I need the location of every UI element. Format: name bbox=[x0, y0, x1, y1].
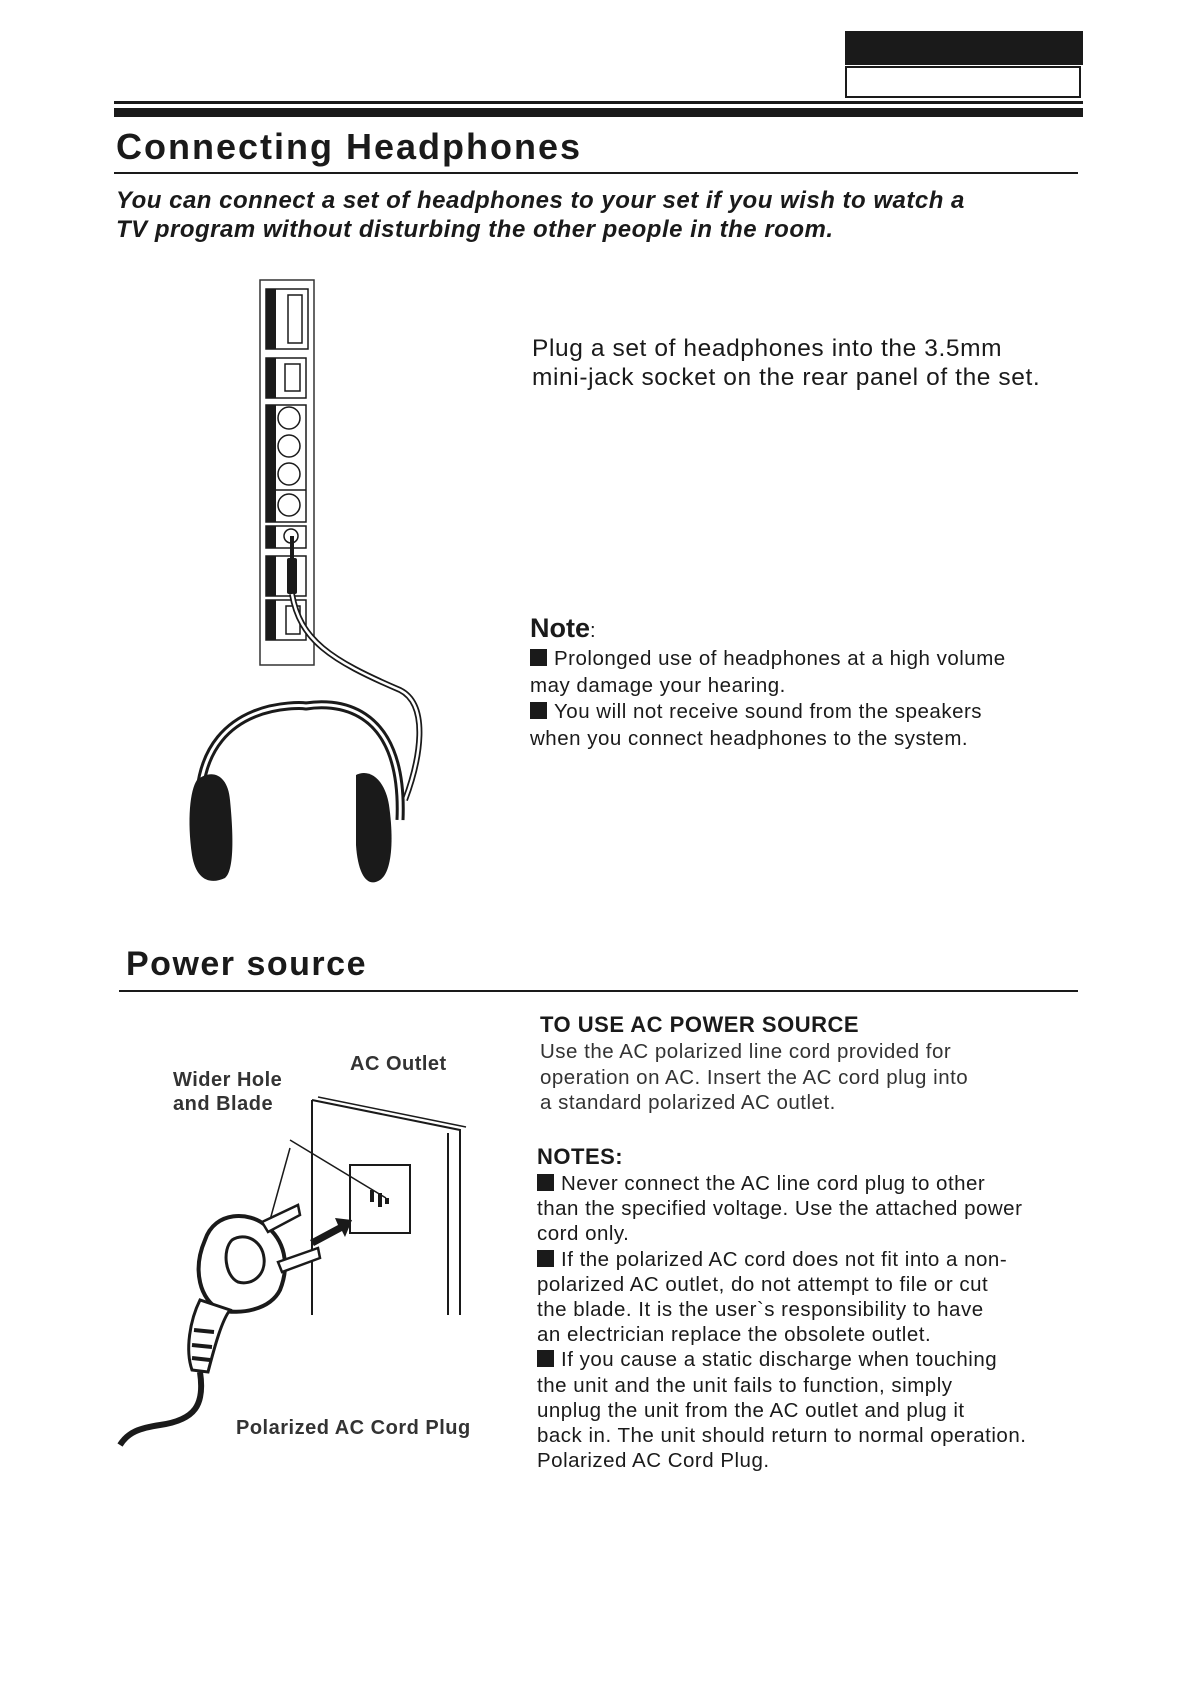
intro-line: TV program without disturbing the other people in the room. bbox=[116, 216, 834, 243]
ac-line: operation on AC. Insert the AC cord plug into bbox=[540, 1065, 969, 1089]
label-cord-plug: Polarized AC Cord Plug bbox=[236, 1417, 471, 1439]
note-title-colon: : bbox=[590, 620, 596, 642]
notes-text: than the specified voltage. Use the attached power bbox=[537, 1197, 1023, 1221]
notes-text: the unit and the unit fails to function, simply bbox=[537, 1373, 953, 1397]
ac-plug-illustration bbox=[120, 1205, 320, 1445]
label-wider-line: and Blade bbox=[173, 1093, 274, 1115]
note-text: may damage your hearing. bbox=[530, 673, 786, 697]
notes-text: polarized AC outlet, do not attempt to file or cut bbox=[537, 1272, 989, 1296]
label-ac-outlet: AC Outlet bbox=[350, 1053, 447, 1075]
section-title-headphones: Connecting Headphones bbox=[116, 126, 583, 167]
note-text: Prolonged use of headphones at a high volume bbox=[554, 647, 1006, 670]
notes-heading: NOTES: bbox=[537, 1144, 624, 1169]
notes-text: Polarized AC Cord Plug. bbox=[537, 1449, 770, 1473]
plug-line: Plug a set of headphones into the 3.5mm bbox=[532, 335, 1003, 362]
insert-arrow-icon bbox=[310, 1218, 352, 1246]
note-text: You will not receive sound from the speakers bbox=[554, 700, 983, 723]
note-title-text: Note bbox=[530, 613, 590, 643]
ac-heading: TO USE AC POWER SOURCE bbox=[540, 1012, 860, 1037]
notes-text: cord only. bbox=[537, 1222, 630, 1246]
notes-text: If you cause a static discharge when touching bbox=[561, 1348, 998, 1372]
intro-line: You can connect a set of headphones to your set if you wish to watch a bbox=[116, 187, 965, 214]
notes-text: If the polarized AC cord does not fit into a non- bbox=[561, 1247, 1008, 1271]
ac-line: a standard polarized AC outlet. bbox=[540, 1091, 836, 1114]
notes-text: back in. The unit should return to normal operation. bbox=[537, 1424, 1027, 1448]
section-title-power: Power source bbox=[126, 945, 367, 983]
plug-line: mini-jack socket on the rear panel of the set. bbox=[532, 364, 1041, 391]
notes-text: Never connect the AC line cord plug to other bbox=[561, 1172, 986, 1195]
label-wider-line: Wider Hole bbox=[173, 1069, 283, 1091]
notes-text: the blade. It is the user`s responsibility to have bbox=[537, 1298, 984, 1322]
ac-line: Use the AC polarized line cord provided for bbox=[540, 1040, 952, 1063]
notes-text: unplug the unit from the AC outlet and plug it bbox=[537, 1398, 965, 1422]
notes-text: an electrician replace the obsolete outlet. bbox=[537, 1323, 932, 1347]
note-text: when you connect headphones to the system. bbox=[530, 726, 969, 750]
